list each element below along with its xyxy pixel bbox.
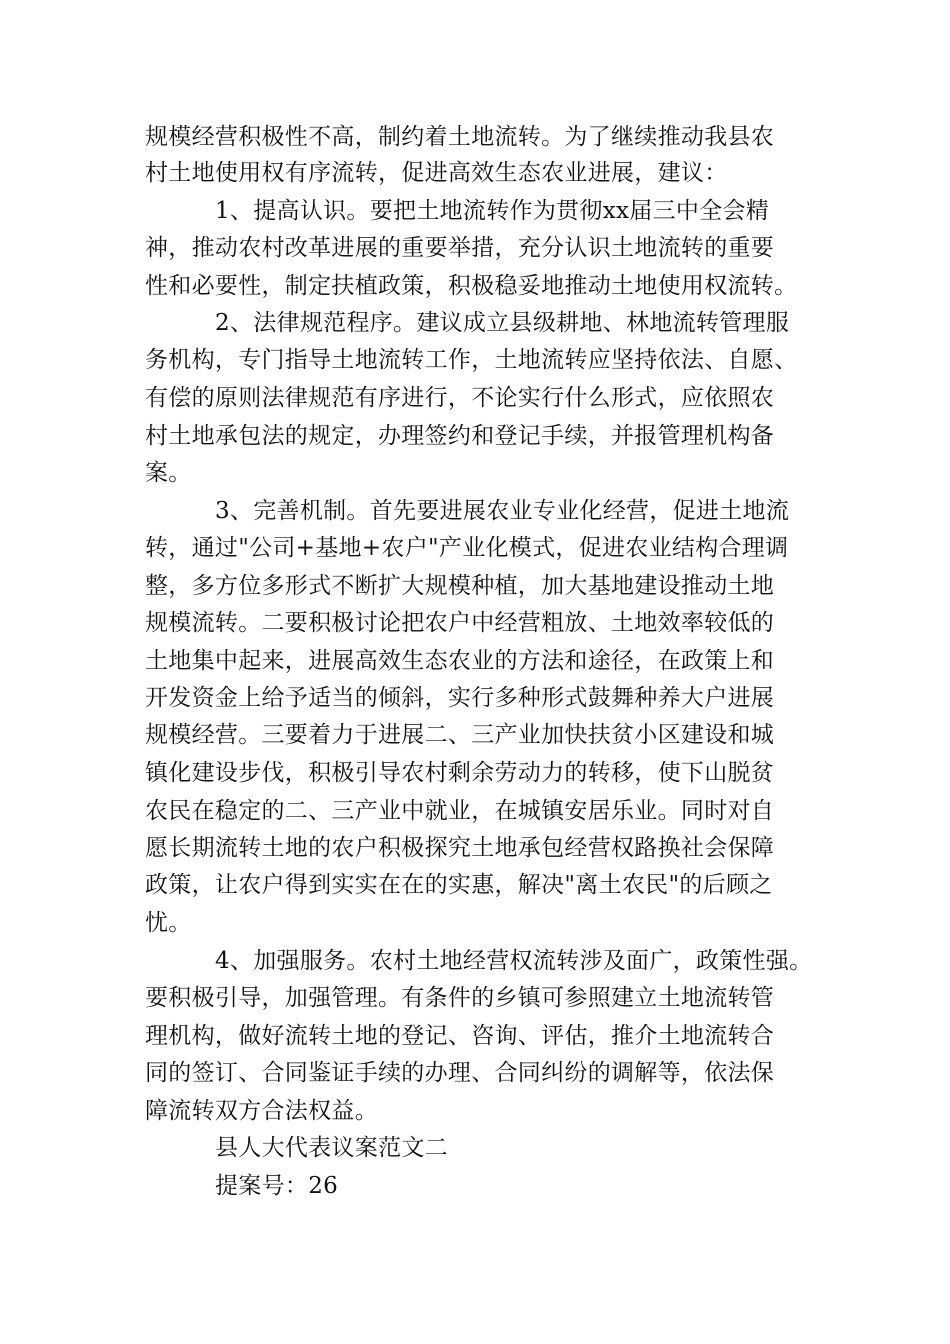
proposal-number: 提案号：26 — [215, 1173, 339, 1199]
text-line: 愿长期流转土地的农户积极探究土地承包经营权路换社会保障 — [145, 835, 775, 861]
text-line: 农民在稳定的二、三产业中就业，在城镇安居乐业。同时对自 — [145, 798, 775, 824]
text-line: 规模经营积极性不高，制约着土地流转。为了继续推动我县农 — [145, 124, 775, 150]
text-line: 同的签订、合同鉴证手续的办理、合同纠纷的调解等，依法保 — [145, 1060, 775, 1086]
text-line: 障流转双方合法权益。 — [145, 1098, 378, 1124]
text-line: 开发资金上给予适当的倾斜，实行多种形式鼓舞种养大户进展 — [145, 685, 775, 711]
text-line: 整，多方位多形式不断扩大规模种植，加大基地建设推动土地 — [145, 573, 775, 599]
text-line: 规模经营。三要着力于进展二、三产业加快扶贫小区建设和城 — [145, 722, 775, 748]
text-line: 神，推动农村改革进展的重要举措，充分认识土地流转的重要 — [145, 235, 775, 261]
text-line: 案。 — [145, 460, 192, 486]
text-line: 忧。 — [145, 910, 192, 936]
paragraph-3-start: 3、完善机制。首先要进展农业专业化经营，促进土地流 — [215, 498, 790, 524]
text-line: 政策，让农户得到实实在在的实惠，解决"离土农民"的后顾之 — [145, 872, 773, 898]
paragraph-4-start: 4、加强服务。农村土地经营权流转涉及面广，政策性强。 — [215, 948, 813, 974]
text-line: 镇化建设步伐，积极引导农村剩余劳动力的转移，使下山脱贫 — [145, 760, 775, 786]
text-line: 理机构，做好流转土地的登记、咨询、评估，推介土地流转合 — [145, 1023, 775, 1049]
text-line: 村土地承包法的规定，办理签约和登记手续，并报管理机构备 — [145, 423, 775, 449]
text-line: 转，通过"公司+基地+农户"产业化模式，促进农业结构合理调 — [145, 535, 789, 561]
text-line: 要积极引导，加强管理。有条件的乡镇可参照建立土地流转管 — [145, 985, 775, 1011]
text-line: 村土地使用权有序流转，促进高效生态农业进展，建议： — [145, 160, 728, 186]
paragraph-1-start: 1、提高认识。要把土地流转作为贯彻xx届三中全会精 — [215, 198, 770, 224]
text-line: 务机构，专门指导土地流转工作，土地流转应坚持依法、自愿、 — [145, 347, 798, 373]
paragraph-2-start: 2、法律规范程序。建议成立县级耕地、林地流转管理服 — [215, 310, 790, 336]
text-line: 性和必要性，制定扶植政策，积极稳妥地推动土地使用权流转。 — [145, 273, 798, 299]
text-line: 规模流转。二要积极讨论把农户中经营粗放、土地效率较低的 — [145, 610, 775, 636]
text-line: 有偿的原则法律规范有序进行，不论实行什么形式，应依照农 — [145, 385, 775, 411]
section-heading: 县人大代表议案范文二 — [215, 1135, 448, 1161]
text-line: 土地集中起来，进展高效生态农业的方法和途径，在政策上和 — [145, 648, 775, 674]
